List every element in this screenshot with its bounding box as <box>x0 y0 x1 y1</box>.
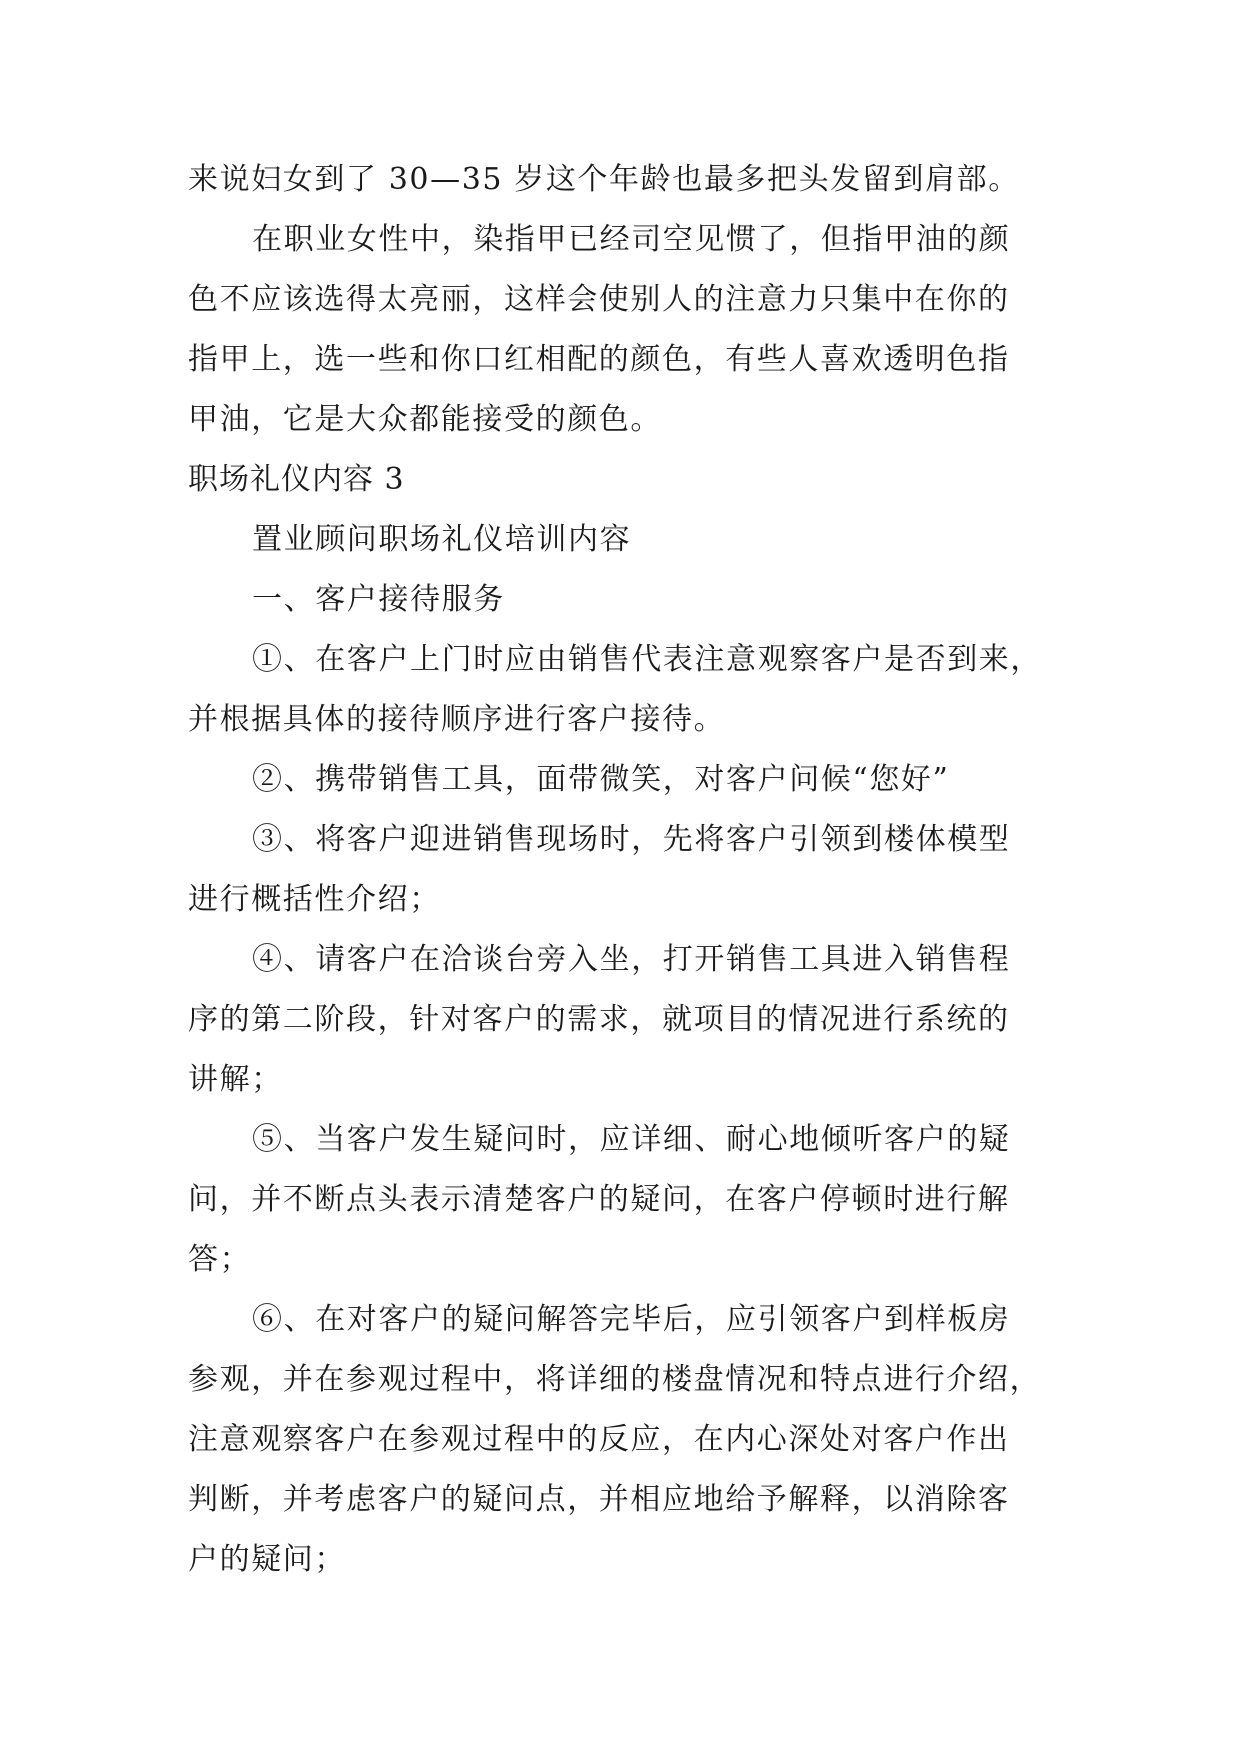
paragraph-line: 来说妇女到了 30—35 岁这个年龄也最多把头发留到肩部。 <box>188 162 1020 197</box>
list-item-line: ②、携带销售工具，面带微笑，对客户问候“您好” <box>252 762 950 797</box>
paragraph-line: 色不应该选得太亮丽，这样会使别人的注意力只集中在你的 <box>188 282 1010 317</box>
list-item-line: 并根据具体的接待顺序进行客户接待。 <box>188 702 726 737</box>
section-heading: 职场礼仪内容 3 <box>188 462 405 497</box>
list-item-line: 答； <box>188 1242 252 1277</box>
paragraph-line: 在职业女性中，染指甲已经司空见惯了，但指甲油的颜 <box>252 222 1011 257</box>
list-item-line: 问，并不断点头表示清楚客户的疑问，在客户停顿时进行解 <box>188 1182 1010 1217</box>
document-body <box>188 150 1056 1590</box>
list-item-line: 判断，并考虑客户的疑问点，并相应地给予解释，以消除客 <box>188 1482 1010 1517</box>
list-item-line: 讲解； <box>188 1062 283 1097</box>
list-item-line: 进行概括性介绍； <box>188 882 441 917</box>
section-subtitle: 置业顾问职场礼仪培训内容 <box>252 522 632 557</box>
list-item-line: 注意观察客户在参观过程中的反应，在内心深处对客户作出 <box>188 1422 1010 1457</box>
list-item-line: ⑥、在对客户的疑问解答完毕后，应引领客户到样板房 <box>252 1302 1011 1337</box>
paragraph-line: 甲油，它是大众都能接受的颜色。 <box>188 402 662 437</box>
list-item-line: ④、请客户在洽谈台旁入坐，打开销售工具进入销售程 <box>252 942 1011 977</box>
subsection-heading: 一、客户接待服务 <box>252 582 505 617</box>
list-item-line: ⑤、当客户发生疑问时，应详细、耐心地倾听客户的疑 <box>252 1122 1011 1157</box>
list-item-line: 户的疑问； <box>188 1542 346 1577</box>
paragraph-line: 指甲上，选一些和你口红相配的颜色，有些人喜欢透明色指 <box>188 342 1010 377</box>
list-item-line: 序的第二阶段，针对客户的需求，就项目的情况进行系统的 <box>188 1002 1010 1037</box>
list-item-line: ①、在客户上门时应由销售代表注意观察客户是否到来， <box>252 642 1042 677</box>
list-item-line: 参观，并在参观过程中，将详细的楼盘情况和特点进行介绍， <box>188 1362 1042 1397</box>
list-item-line: ③、将客户迎进销售现场时，先将客户引领到楼体模型 <box>252 822 1011 857</box>
